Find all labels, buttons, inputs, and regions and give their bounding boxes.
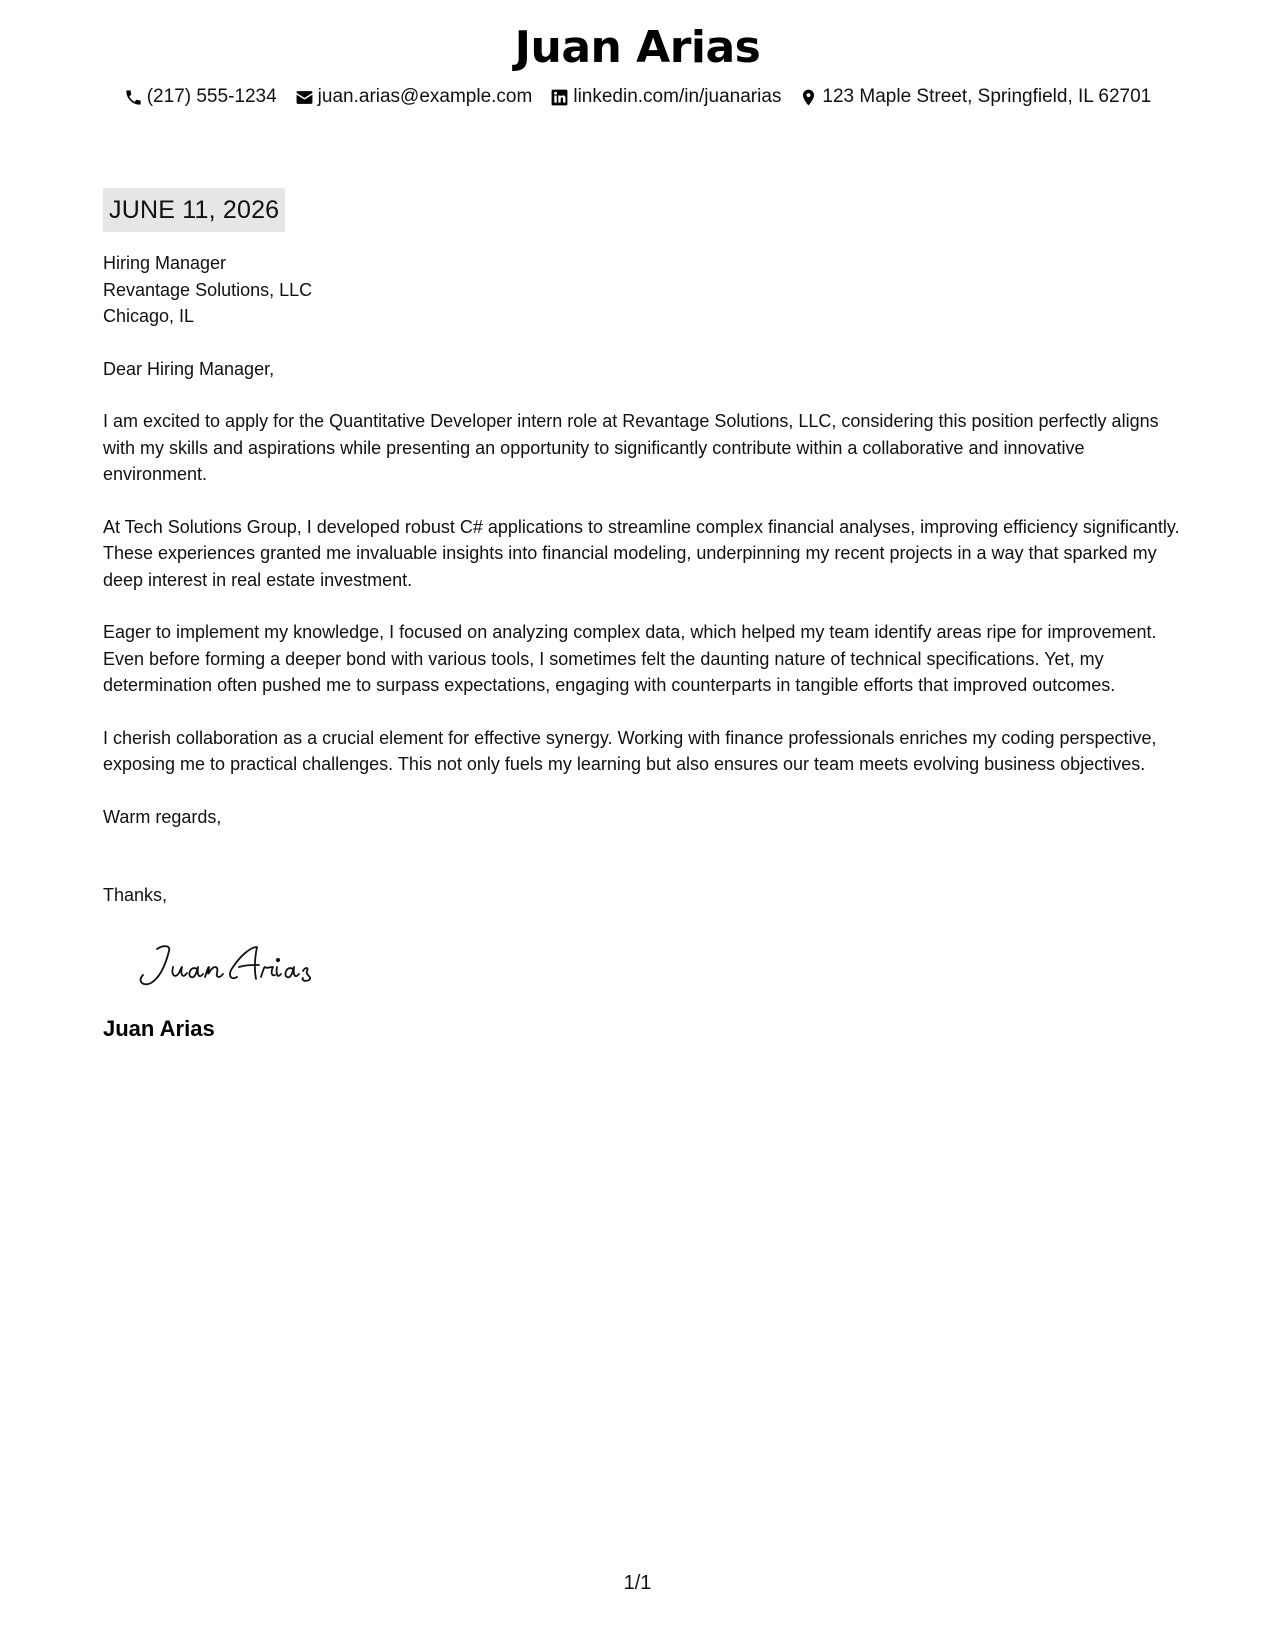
contact-email[interactable] xyxy=(295,84,533,110)
map-marker-icon xyxy=(799,88,818,107)
recipient-block xyxy=(103,250,1183,330)
linkedin-icon xyxy=(550,88,569,107)
contact-row xyxy=(0,84,1275,110)
envelope-icon xyxy=(295,88,314,107)
signer-name: Juan Arias xyxy=(103,1016,215,1041)
letter-date: JUNE 11, 2026 xyxy=(103,188,285,232)
recipient-title: Hiring Manager xyxy=(103,253,227,273)
page-number: 1/1 xyxy=(623,1572,652,1594)
paragraph-2: At Tech Solutions Group, I developed robust C# applications to streamline complex financial analyses, improving efficiency significantly. These experiences granted me invaluable insights into financial modeling, underpinning my recent projects in a way that sparked my deep interest in real estate investment. xyxy=(103,516,1180,590)
applicant-name-title: Juan Arias xyxy=(514,22,761,73)
email-text[interactable]: juan.arias@example.com xyxy=(317,86,533,107)
linkedin-text[interactable]: linkedin.com/in/juanarias xyxy=(573,86,782,107)
closing-line: Warm regards, xyxy=(103,806,222,827)
contact-phone xyxy=(124,84,277,110)
letter-header xyxy=(0,20,1275,110)
handwritten-signature xyxy=(133,937,333,993)
salutation: Dear Hiring Manager, xyxy=(103,358,275,379)
phone-icon xyxy=(124,88,143,107)
phone-text: (217) 555-1234 xyxy=(146,86,277,107)
recipient-company: Revantage Solutions, LLC xyxy=(103,279,313,300)
letter-body xyxy=(103,188,1183,1044)
contact-address xyxy=(799,84,1151,110)
contact-linkedin[interactable] xyxy=(550,84,781,110)
address-text: 123 Maple Street, Springfield, IL 62701 xyxy=(822,86,1152,107)
paragraph-1: I am excited to apply for the Quantitative Developer intern role at Revantage Solutions, LLC, considering this position perfectly aligns with my skills and aspirations while presenting an opportunity to significantly contribute within a collaborative and innovative environment. xyxy=(103,411,1159,484)
thanks-line: Thanks, xyxy=(103,885,168,905)
paragraph-4: I cherish collaboration as a crucial element for effective synergy. Working with finance professionals enriches my coding perspective, exposing me to practical challenges. This not only fuels my learning but also ensures our team meets evolving business objectives. xyxy=(103,727,1157,774)
recipient-location: Chicago, IL xyxy=(103,306,195,326)
paragraph-3: Eager to implement my knowledge, I focused on analyzing complex data, which helped my team identify areas ripe for improvement. Even before forming a deeper bond with various tools, I sometimes felt the daunting nature of technical specifications. Yet, my determination often pushed me to surpass expectations, engaging with counterparts in tangible efforts that improved outcomes. xyxy=(103,622,1157,695)
